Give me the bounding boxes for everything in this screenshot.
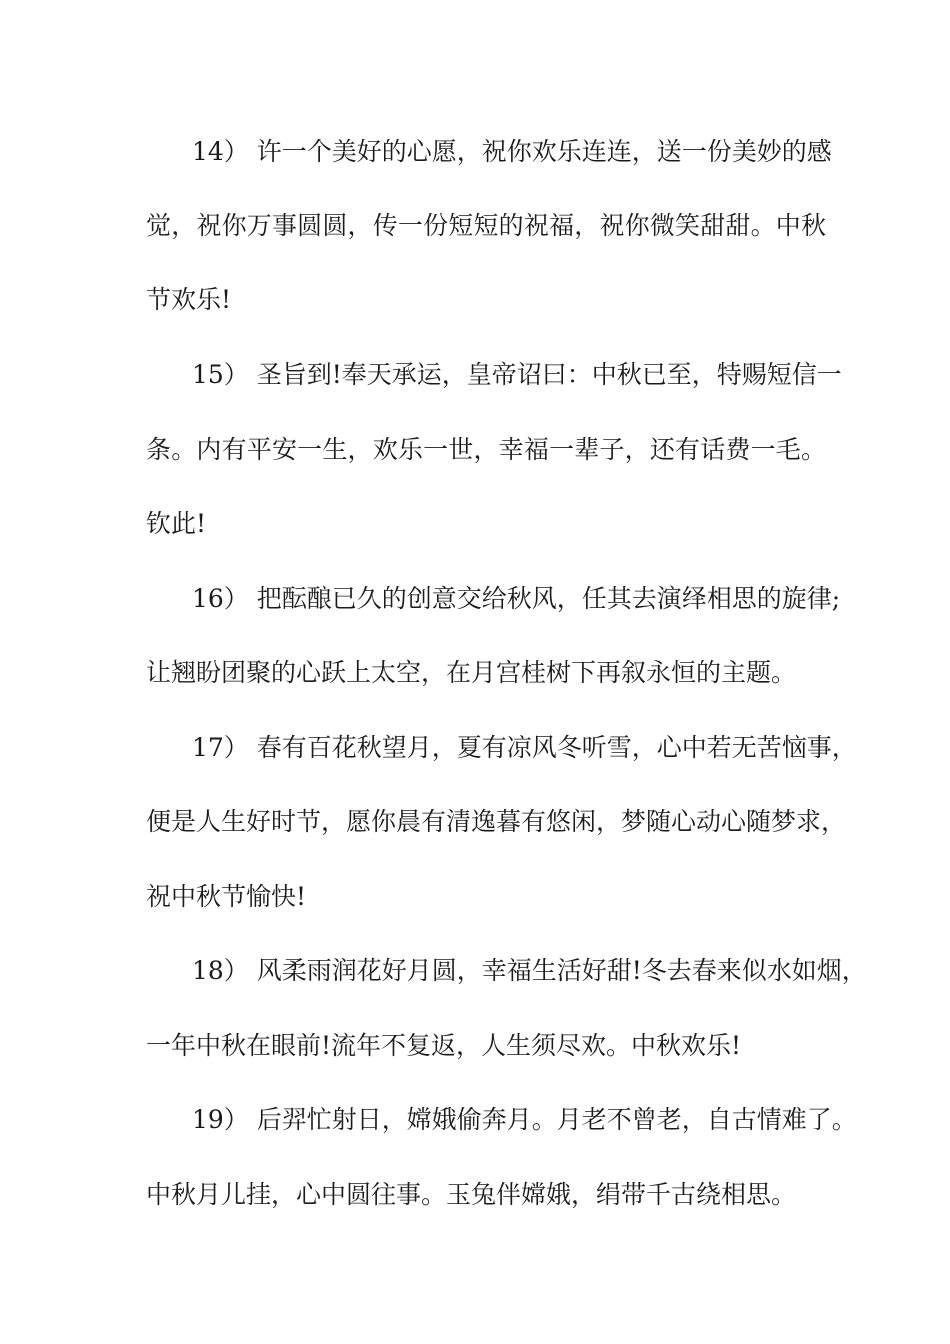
- paragraph-17-line-3: 祝中秋节愉快!: [146, 882, 307, 911]
- paragraph-14-line-2: 觉，祝你万事圆圆，传一份短短的祝福，祝你微笑甜甜。中秋: [146, 211, 826, 240]
- paragraph-17-line-1: 17） 春有百花秋望月，夏有凉风冬听雪，心中若无苦恼事，: [192, 733, 857, 762]
- paragraph-18-line-1: 18） 风柔雨润花好月圆，幸福生活好甜!冬去春来似水如烟，: [192, 956, 867, 985]
- paragraph-15-line-3: 钦此!: [146, 509, 207, 538]
- paragraph-17-line-2: 便是人生好时节，愿你晨有清逸暮有悠闲，梦随心动心随梦求，: [146, 807, 847, 836]
- paragraph-19-line-2: 中秋月儿挂，心中圆往事。玉兔伴嫦娥，绢带千古绕相思。: [146, 1180, 797, 1209]
- paragraph-16-line-2: 让翘盼团聚的心跃上太空，在月宫桂树下再叙永恒的主题。: [146, 658, 797, 687]
- paragraph-19-line-1: 19） 后羿忙射日，嫦娥偷奔月。月老不曾老，自古情难了。: [192, 1105, 857, 1134]
- paragraph-18-line-2: 一年中秋在眼前!流年不复返，人生须尽欢。中秋欢乐!: [146, 1031, 742, 1060]
- paragraph-16-line-1: 16） 把酝酿已久的创意交给秋风，任其去演绎相思的旋律;: [192, 584, 841, 613]
- paragraph-14-line-1: 14） 许一个美好的心愿，祝你欢乐连连，送一份美妙的感: [192, 137, 832, 166]
- paragraph-15-line-2: 条。内有平安一生，欢乐一世，幸福一辈子，还有话费一毛。: [146, 435, 826, 464]
- paragraph-14-line-3: 节欢乐!: [146, 285, 232, 314]
- paragraph-15-line-1: 15） 圣旨到!奉天承运，皇帝诏曰：中秋已至，特赐短信一: [192, 360, 842, 389]
